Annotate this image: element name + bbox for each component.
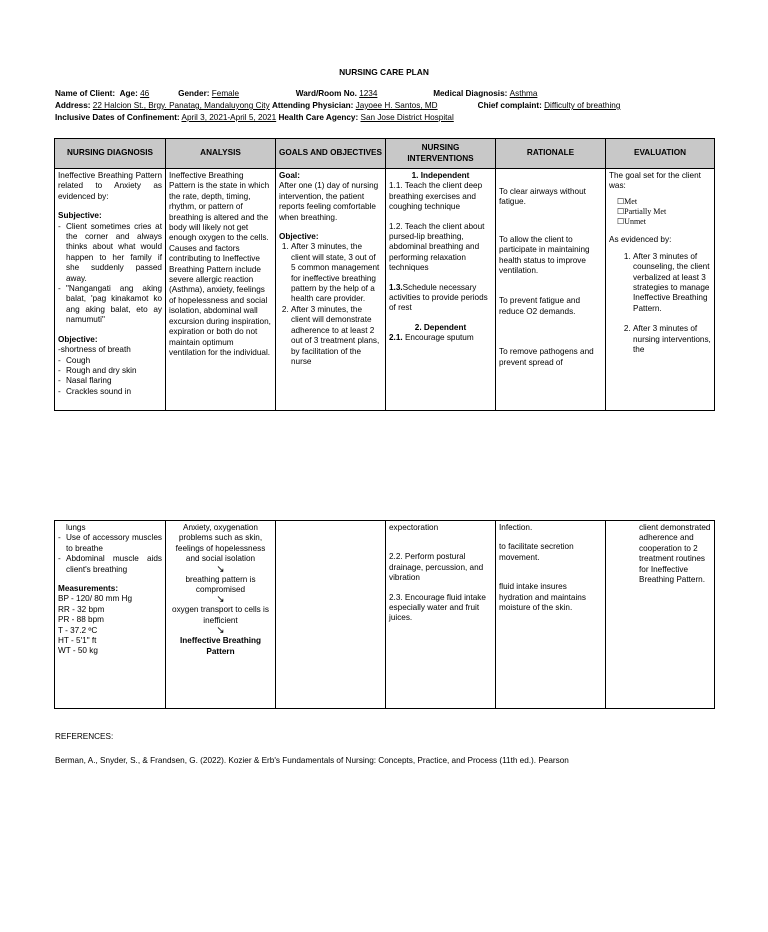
analysis-flow-step-2: oxygen transport to cells is inefficient — [172, 605, 269, 625]
analysis-text: Ineffective Breathing Pattern is the state in which the rate, depth, timing, rhythm, or pattern of breathing is altered and the body will likely not get enough oxygen to the cells. Causes and factors contributing to Ineffective Breathing Pattern include severe allergic reaction (Asthma), anxiety, feelings of hopelessness and social isolation, abdominal wall excursion during inspiration, expiration or both do not maintain optimum ventilation for the individual. — [169, 171, 271, 357]
evaluation-option-met: ☐Met — [617, 196, 638, 206]
measurement-temp: T - 37.2 ºC — [58, 625, 98, 635]
goals-objective-item: 2. After 3 minutes, the client will demonstrate adherence to at least 2 out of 3 treatment plans, by facilitation of the nurse — [291, 305, 382, 367]
dates-label: Inclusive Dates of Confinement: — [55, 113, 180, 122]
subjective-item: - "Nangangati ang aking balat, 'pag kinakamot ko ang aking balat, eto ay namumuti" — [58, 284, 162, 326]
goals-cell — [276, 169, 386, 411]
rationale-4-continued: Infection. — [499, 523, 533, 532]
arrow-down-icon: ↘ — [216, 594, 225, 606]
header-interventions: NURSING INTERVENTIONS — [386, 139, 496, 169]
objective-item: - Cough — [58, 356, 162, 366]
objective-item: -shortness of breath — [58, 345, 131, 355]
physician-label: Attending Physician: — [271, 101, 354, 110]
arrow-down-icon: ↘ — [216, 563, 225, 575]
evaluation-option-unmet: ☐Unmet — [617, 217, 646, 227]
care-plan-table-page-1 — [54, 138, 715, 411]
measurement-rr: RR - 32 bpm — [58, 604, 105, 614]
ward-value: 1234 — [359, 89, 378, 98]
goals-cell-continued — [276, 521, 386, 709]
info-row-1 — [55, 89, 586, 100]
age-value: 46 — [140, 89, 150, 98]
analysis-flow-end: Ineffective Breathing Pattern — [180, 636, 261, 656]
agency-value: San Jose District Hospital — [360, 113, 454, 122]
info-row-3 — [55, 113, 487, 124]
evaluation-option-partially-met: ☐Partially Met — [617, 206, 667, 216]
objective-item: - Nasal flaring — [58, 376, 162, 386]
objective-item: - Crackles sound in — [58, 387, 162, 397]
independent-label: 1. Independent — [411, 171, 470, 180]
info-row-2 — [55, 101, 620, 112]
rationale-cell-continued — [496, 521, 606, 709]
arrow-down-icon: ↘ — [216, 625, 225, 637]
subjective-item: - Client sometimes cries at the corner and always thinks about what would happen to her family if she suddenly passed away. — [58, 222, 162, 284]
complaint-label: Chief complaint: — [477, 101, 542, 110]
goal-text: After one (1) day of nursing intervention, the patient reports feeling comfortable when breathing. — [279, 181, 379, 222]
rationale-cell — [496, 169, 606, 411]
rationale-3: To prevent fatigue and reduce O2 demands. — [499, 296, 581, 316]
goals-objective-label: Objective: — [279, 232, 319, 242]
rationale-6: fluid intake insures hydration and maintains moisture of the skin. — [499, 582, 586, 613]
objective-item: - Abdominal muscle aids client's breathing — [58, 554, 162, 575]
content-row-page-2 — [55, 521, 715, 709]
agency-label: Health Care Agency: — [278, 113, 359, 122]
header-rationale: RATIONALE — [496, 139, 606, 169]
intervention-1-2: 1.2. Teach the client about pursed-lip breathing, abdominal breathing and performing relaxation techniques — [389, 221, 485, 273]
header-nursing-diagnosis: NURSING DIAGNOSIS — [55, 139, 166, 169]
name-label: Name of Client: — [55, 89, 116, 98]
rationale-4: To remove pathogens and prevent spread of — [499, 347, 594, 367]
physician-value: Jayoee H. Santos, MD — [355, 101, 438, 110]
address-value: 22 Halcion St., Brgy. Panatag, Mandaluyong City — [92, 101, 270, 110]
evaluation-item-continued: client demonstrated adherence and cooperation to 2 treatment routines for Ineffective Breathing Pattern. — [639, 523, 711, 585]
goal-label: Goal: — [279, 171, 300, 180]
subjective-label: Subjective: — [58, 211, 102, 221]
header-row — [55, 139, 715, 169]
rationale-5: to facilitate secretion movement. — [499, 542, 574, 562]
measurement-pr: PR - 88 bpm — [58, 615, 104, 625]
dependent-label: 2. Dependent — [414, 322, 467, 332]
analysis-cell-continued — [166, 521, 276, 709]
evaluation-cell — [606, 169, 715, 411]
evaluation-intro: The goal set for the client was: — [609, 171, 701, 191]
medical-diagnosis-value: Asthma — [509, 89, 538, 98]
age-label: Age: — [119, 89, 138, 98]
intervention-1-3: 1.3.Schedule necessary activities to provide periods of rest — [389, 282, 488, 313]
intervention-1-1: 1.1. Teach the client deep breathing exercises and coughing technique — [389, 181, 483, 212]
reference-item: Berman, A., Snyder, S., & Frandsen, G. (2022). Kozier & Erb's Fundamentals of Nursing: Concepts, Practice, and Process (11th ed.). Pearson — [55, 756, 569, 765]
diagnosis-cell — [55, 169, 166, 411]
measurements-label: Measurements: — [58, 584, 119, 594]
medical-diagnosis-label: Medical Diagnosis: — [433, 89, 508, 98]
evaluation-item: 1. After 3 minutes of counseling, the client verbalized at least 3 strategies to manage Ineffective Breathing Pattern. — [633, 252, 711, 314]
intervention-2-2: 2.2. Perform postural drainage, percussion, and vibration — [389, 552, 484, 583]
ward-label: Ward/Room No. — [295, 89, 357, 98]
gender-label: Gender: — [178, 89, 210, 98]
measurement-height: HT - 5'1" ft — [58, 636, 97, 646]
analysis-cell — [166, 169, 276, 411]
diagnosis-cell-continued — [55, 521, 166, 709]
intervention-2-3: 2.3. Encourage fluid intake especially water and fruit juices. — [389, 592, 486, 623]
complaint-value: Difficulty of breathing — [544, 101, 621, 110]
analysis-flow-top: Anxiety, oxygenation problems such as skin, feelings of hopelessness and social isolation — [175, 523, 266, 564]
rationale-2: To allow the client to participate in maintaining health status to improve ventilation. — [499, 234, 590, 276]
dates-value: April 3, 2021-April 5, 2021 — [181, 113, 277, 122]
evaluation-cell-continued — [606, 521, 715, 709]
page-title: NURSING CARE PLAN — [339, 67, 429, 77]
interventions-cell — [386, 169, 496, 411]
measurement-bp: BP - 120/ 80 mm Hg — [58, 594, 133, 604]
gender-value: Female — [211, 89, 240, 98]
content-row-page-1 — [55, 169, 715, 411]
objective-item: - Rough and dry skin — [58, 366, 162, 376]
intervention-2-1-continued: expectoration — [389, 523, 439, 532]
header-analysis: ANALYSIS — [166, 139, 276, 169]
evidenced-label: As evidenced by: — [609, 235, 672, 245]
intervention-2-1: 2.1. Encourage sputum — [389, 333, 474, 343]
diagnosis-intro: Ineffective Breathing Pattern related to Anxiety as evidenced by: — [58, 171, 162, 201]
address-label: Address: — [55, 101, 91, 110]
diagnosis-continued-text: lungs — [66, 523, 86, 532]
header-evaluation: EVALUATION — [606, 139, 715, 169]
header-goals: GOALS AND OBJECTIVES — [276, 139, 386, 169]
interventions-cell-continued — [386, 521, 496, 709]
measurement-weight: WT - 50 kg — [58, 646, 98, 656]
analysis-flow-step-1: breathing pattern is compromised — [185, 574, 256, 595]
objective-item: - Use of accessory muscles to breathe — [58, 533, 162, 554]
objective-label: Objective: — [58, 334, 98, 344]
references-label: REFERENCES: — [55, 732, 114, 741]
goals-objective-item: 1. After 3 minutes, the client will state, 3 out of 5 common management for ineffective breathing pattern by the help of a health care provider. — [291, 242, 382, 304]
evaluation-item: 2. After 3 minutes of nursing interventions, the — [633, 324, 711, 355]
rationale-1: To clear airways without fatigue. — [499, 187, 586, 207]
care-plan-table-page-2 — [54, 520, 715, 709]
